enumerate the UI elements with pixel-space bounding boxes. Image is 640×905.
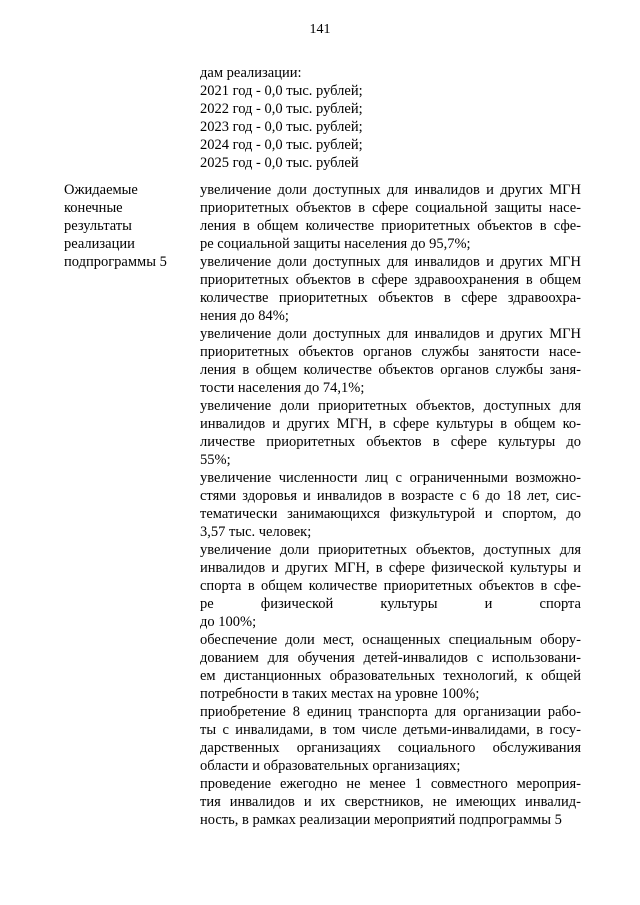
- result-line: нения до 84%;: [200, 308, 289, 324]
- label-line: Ожидаемые: [64, 182, 138, 198]
- result-line: области и образовательных организациях;: [200, 758, 461, 774]
- result-line: приоритетных объектов органов службы занятости насе-: [200, 344, 581, 360]
- result-line: количестве приоритетных объектов в сфере здравоохра-: [200, 290, 581, 306]
- result-line: ления в общем количестве приоритетных объектов в сфе-: [200, 218, 581, 234]
- result-line: ре социальной защиты населения до 95,7%;: [200, 236, 471, 252]
- result-line: приоритетных объектов в сфере здравоохранения в общем: [200, 272, 581, 288]
- result-line: стями здоровья и инвалидов в возрасте с 6 до 18 лет, сис-: [200, 488, 581, 504]
- result-line: ем дистанционных образовательных технологий, к общей: [200, 668, 581, 684]
- expected-results-text: [200, 181, 581, 829]
- result-line: обеспечение доли мест, оснащенных специальным обору-: [200, 632, 581, 648]
- result-line: личестве приоритетных объектов в сфере культуры до: [200, 434, 581, 450]
- expected-results-label: [64, 181, 184, 271]
- funding-line: дам реализации:: [200, 65, 302, 81]
- funding-line: 2022 год - 0,0 тыс. рублей;: [200, 101, 363, 117]
- result-line: тости населения до 74,1%;: [200, 380, 365, 396]
- label-line: реализации: [64, 236, 135, 252]
- result-line: ления в общем количестве объектов органов службы заня-: [200, 362, 581, 378]
- result-line: приоритетных объектов в сфере социальной защиты насе-: [200, 200, 581, 216]
- label-line: конечные: [64, 200, 123, 216]
- result-line: приобретение 8 единиц транспорта для организации рабо-: [200, 704, 581, 720]
- result-line: потребности в таких местах на уровне 100%;: [200, 686, 480, 702]
- result-line: проведение ежегодно не менее 1 совместного мероприя-: [200, 776, 581, 792]
- result-line: тия инвалидов и их сверстников, не имеющих инвалид-: [200, 794, 581, 810]
- result-line: инвалидов и других МГН, в сфере физической культуры и: [200, 560, 581, 576]
- result-line: увеличение доли доступных для инвалидов и других МГН: [200, 182, 581, 198]
- result-line: дованием для обучения детей-инвалидов с использовани-: [200, 650, 581, 666]
- result-line: увеличение доли доступных для инвалидов и других МГН: [200, 326, 581, 342]
- result-line: увеличение доли приоритетных объектов, доступных для: [200, 542, 581, 558]
- label-line: результаты: [64, 218, 132, 234]
- result-line: до 100%;: [200, 614, 257, 630]
- result-line: 3,57 тыс. человек;: [200, 524, 312, 540]
- page-number: 141: [309, 22, 331, 37]
- result-line: инвалидов и других МГН, в сфере культуры в общем ко-: [200, 416, 581, 432]
- result-line: спорта в общем количестве приоритетных объектов в сфе-: [200, 578, 581, 594]
- result-line: увеличение доли приоритетных объектов, доступных для: [200, 398, 581, 414]
- funding-by-year: [200, 64, 590, 172]
- result-line: увеличение доли доступных для инвалидов и других МГН: [200, 254, 581, 270]
- funding-line: 2021 год - 0,0 тыс. рублей;: [200, 83, 363, 99]
- result-line: 55%;: [200, 452, 231, 468]
- result-line: увеличение численности лиц с ограниченными возможно-: [200, 470, 581, 486]
- result-line: ность, в рамках реализации мероприятий подпрограммы 5: [200, 812, 562, 828]
- result-line: ре физической культуры и спорта: [200, 596, 581, 612]
- label-line: подпрограммы 5: [64, 254, 167, 270]
- funding-line: 2024 год - 0,0 тыс. рублей;: [200, 137, 363, 153]
- result-line: дарственных организациях социального обслуживания: [200, 740, 581, 756]
- funding-line: 2023 год - 0,0 тыс. рублей;: [200, 119, 363, 135]
- result-line: ты с инвалидами, в том числе детьми-инвалидами, в госу-: [200, 722, 581, 738]
- funding-line: 2025 год - 0,0 тыс. рублей: [200, 155, 359, 171]
- result-line: тематически занимающихся физкультурой и спортом, до: [200, 506, 581, 522]
